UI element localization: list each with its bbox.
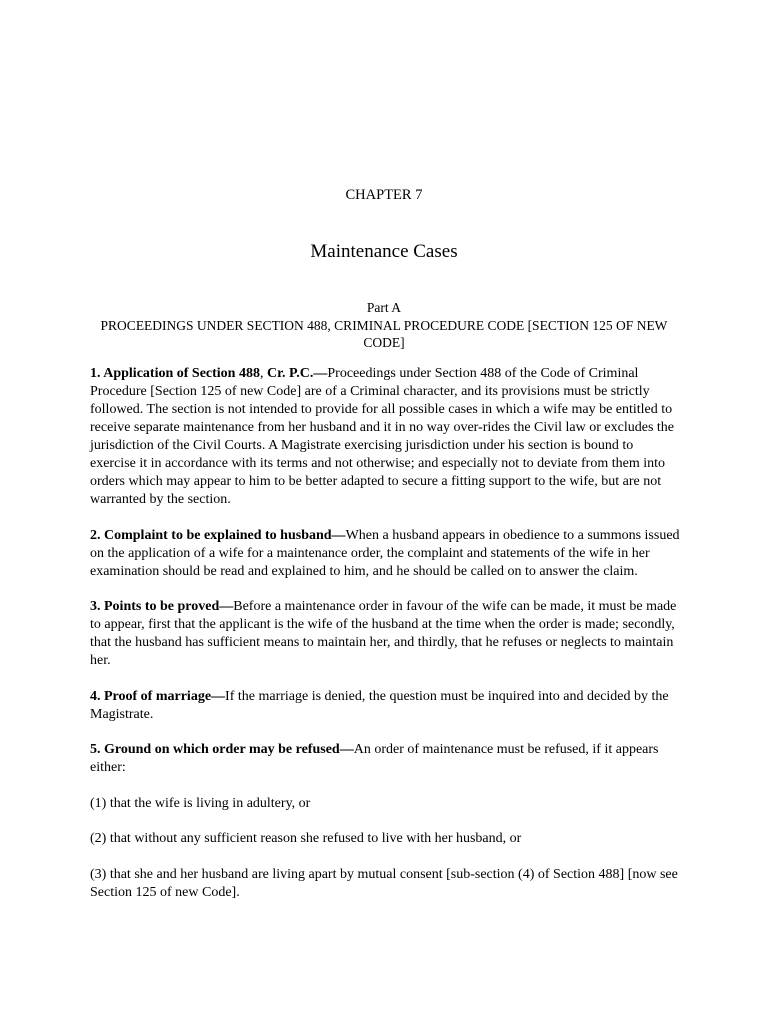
paragraph-1-text: Proceedings under Section 488 of the Code of Criminal Procedure [Section 125 of new Code] are of a Criminal character, and its provisions must be strictly followed. The section is not intended to provide for all possible cases in which a wife may be entitled to receive separate maintenance from her husband and it in no way over-rides the Civil law or excludes the jurisdiction of the Civil Courts. A Magistrate exercising jurisdiction under his section is bound to exercise it in accordance with its terms and not otherwise; and especially not to deviate from them into orders which may appear to him to be better adapted to secure a fitting support to the wife, but are not warranted by the section. — [90, 366, 675, 507]
paragraph-3-text: Before a maintenance order in favour of the wife can be made, it must be made to appear, first that the applicant is the wife of the husband at the time when the order is made; secondly, that the husband has sufficient means to maintain her, and thirdly, that he refuses or neglects to maintain her. — [90, 599, 677, 668]
paragraph-1-heading-a: 1. Application of Section 488 — [90, 366, 260, 381]
list-item: (3) that she and her husband are living apart by mutual consent [sub-section (4) of Section 488] [now see Section 125 of new Code]. — [90, 866, 678, 900]
chapter-label: CHAPTER 7 — [345, 187, 423, 203]
list-item: (1) that the wife is living in adultery, or — [90, 795, 311, 811]
paragraph-2-heading: 2. Complaint to be explained to husband— — [90, 527, 346, 543]
paragraph-1-separator: , — [259, 366, 267, 381]
paragraph-4-heading: 4. Proof of marriage— — [90, 688, 226, 704]
paragraph-3-heading: 3. Points to be proved— — [90, 599, 234, 614]
paragraph-5-heading: 5. Ground on which order may be refused— — [90, 742, 354, 757]
list-item: (2) that without any sufficient reason she refused to live with her husband, or — [90, 831, 522, 846]
paragraph-4-text: If the marriage is denied, the question must be inquired into and decided by the Magistrate. — [90, 688, 669, 722]
paragraph-2-text: When a husband appears in obedience to a summons issued on the application of a wife for a maintenance order, the complaint and statements of the wife in her examination should be read and explained to him, and he should be called on to answer the claim. — [90, 527, 680, 579]
paragraph-1 — [90, 365, 682, 509]
part-block — [88, 299, 680, 352]
paragraph-1-heading-b: Cr. P.C.— — [266, 366, 328, 381]
paragraph-2 — [90, 527, 682, 581]
paragraph-5 — [90, 741, 682, 777]
paragraph-5-text: An order of maintenance must be refused, if it appears either: — [90, 742, 659, 775]
part-heading: PROCEEDINGS UNDER SECTION 488, CRIMINAL PROCEDURE CODE [SECTION 125 OF NEW CODE] — [100, 317, 668, 350]
chapter-title: Maintenance Cases — [310, 241, 458, 262]
paragraph-3 — [90, 598, 682, 670]
part-label: Part A — [366, 300, 402, 315]
document-body — [90, 365, 682, 919]
paragraph-4 — [90, 688, 682, 724]
